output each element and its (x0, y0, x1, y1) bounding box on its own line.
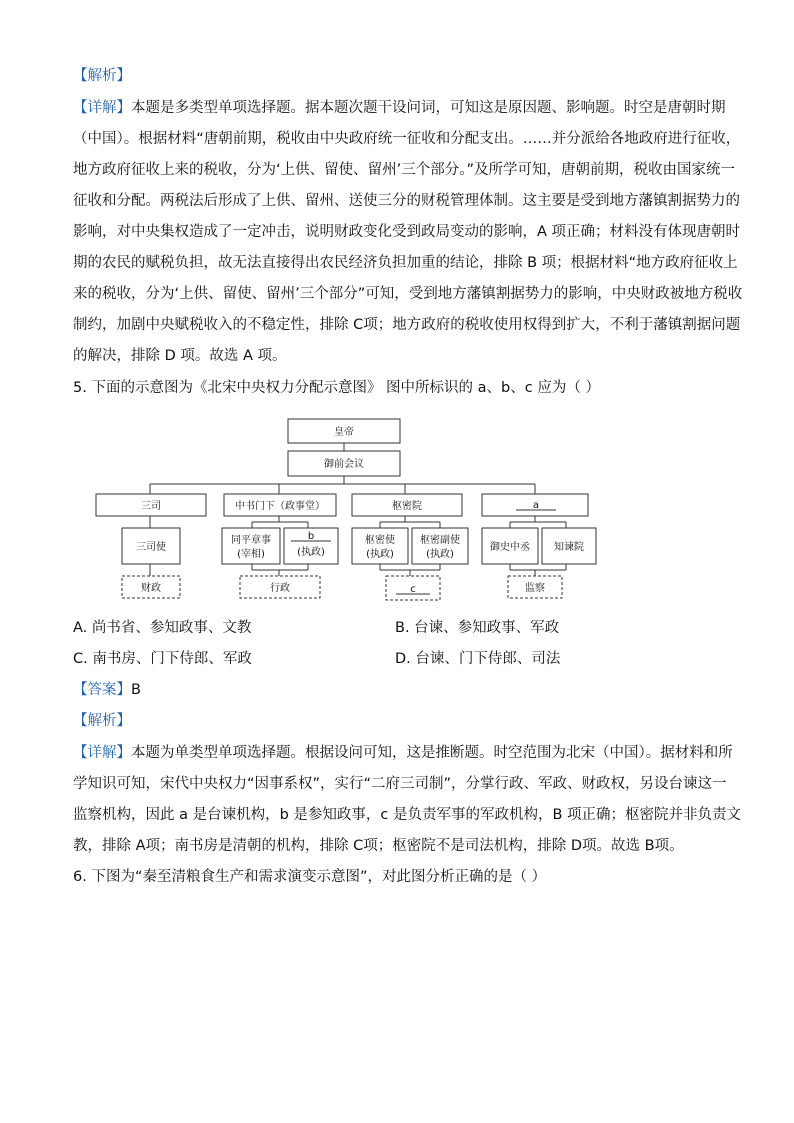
c-blank-label: c (410, 584, 416, 595)
option-c[interactable]: C. 南书房、门下侍郎、军政 (73, 651, 252, 667)
analysis-line-6: 期的农民的赋税负担，故无法直接得出农民经济负担加重的结论，排除 B 项；根据材料“地方政府征收上 (73, 255, 738, 271)
zhongshu-label: 中书门下（政事堂） (235, 501, 325, 512)
analysis5-line-4: 教，排除 A项；南书房是清朝的机构，排除 C项；枢密院不是司法机构，排除 D项。故选 B项。 (73, 838, 684, 854)
option-b[interactable]: B. 台谏、参知政事、军政 (395, 620, 560, 636)
analysis-line-5: 影响，对中央集权造成了一定冲击，说明财政变化受到政局变动的影响，A 项正确；材料没有体现唐朝时 (73, 224, 741, 240)
analysis-line-8: 制约，加剧中央赋税收入的不稳定性，排除 C项；地方政府的税收使用权得到扩大，不利于藩镇割据问题 (73, 317, 741, 333)
analysis-line-9: 的解决，排除 D 项。故选 A 项。 (73, 348, 287, 364)
b-blank-label: b (307, 531, 315, 542)
analysis5-line-1 (73, 743, 733, 763)
answer-value: B (131, 682, 141, 698)
shumi-shi-label-1: 枢密使 (365, 535, 395, 546)
b-sub-label: (执政) (297, 547, 325, 558)
tongping-label-2: (宰相) (237, 549, 265, 560)
yushi-label: 御史中丞 (490, 542, 530, 553)
shumi-fu-label-1: 枢密副使 (420, 535, 460, 546)
analysis-line-2: （中国）。根据材料“唐朝前期，税收由中央政府统一征收和分配支出。……并分派给各地政府进行征收， (73, 131, 741, 147)
shumi-fu-label-2: (执政) (426, 549, 454, 560)
sansi-label: 三司 (141, 501, 161, 512)
analysis-line-1 (73, 98, 726, 118)
analysis5-line-3: 监察机构，因此 a 是台谏机构，b 是参知政事，c 是负责军事的军政机构，B 项正确；枢密院并非负责文 (73, 807, 742, 823)
detail5-tag: 【详解】 (73, 745, 131, 761)
answer-tag: 【答案】 (73, 682, 131, 698)
analysis5-text: 本题为单类型单项选择题。根据设问可知，这是推断题。时空范围为北宋（中国）。据材料和所 (131, 745, 733, 761)
caizheng-label: 财政 (141, 583, 161, 594)
analysis-line-4: 征收和分配。两税法后形成了上供、留州、送使三分的财税管理体制。这主要是受到地方藩镇割据势力的 (73, 193, 740, 209)
answer-line (73, 680, 141, 700)
detail-tag: 【详解】 (73, 100, 131, 116)
question-5-stem: 5. 下面的示意图为《北宋中央权力分配示意图》 图中所标识的 a、b、c 应为（ ） (73, 380, 600, 396)
zhijian-label: 知谏院 (554, 542, 584, 553)
analysis-tag: 【解析】 (73, 68, 131, 84)
question-6-stem: 6. 下图为“秦至清粮食生产和需求演变示意图”，对此图分析正确的是（ ） (73, 869, 547, 885)
analysis5-tag: 【解析】 (73, 713, 131, 729)
analysis-line-3: 地方政府征收上来的税收，分为‘上供、留使、留州’三个部分。”及所学可知，唐朝前期，税收由国家统一 (73, 162, 735, 178)
option-d[interactable]: D. 台谏、门下侍郎、司法 (395, 651, 561, 667)
emperor-label: 皇帝 (334, 427, 354, 438)
option-a[interactable]: A. 尚书省、参知政事、文教 (73, 620, 252, 636)
shumi-label: 枢密院 (392, 501, 422, 512)
xingzheng-label: 行政 (270, 583, 290, 594)
song-power-diagram (90, 414, 620, 606)
shumi-shi-label-2: (执政) (366, 549, 394, 560)
sansi-shi-label: 三司使 (136, 542, 166, 553)
tongping-label-1: 同平章事 (231, 535, 271, 546)
analysis5-line-2: 学知识可知，宋代中央权力“因事系权”，实行“二府三司制”，分掌行政、军政、财政权，另设台谏这一 (73, 776, 727, 792)
a-blank-label: a (532, 500, 540, 511)
analysis-text: 本题是多类型单项选择题。据本题次题干设问词，可知这是原因题、影响题。时空是唐朝时期 (131, 100, 726, 116)
council-label: 御前会议 (324, 459, 364, 470)
analysis-line-7: 来的税收，分为‘上供、留使、留州’三个部分”可知，受到地方藩镇割据势力的影响，中央财政被地方税收 (73, 286, 743, 302)
jiancha-label: 监察 (525, 583, 545, 594)
